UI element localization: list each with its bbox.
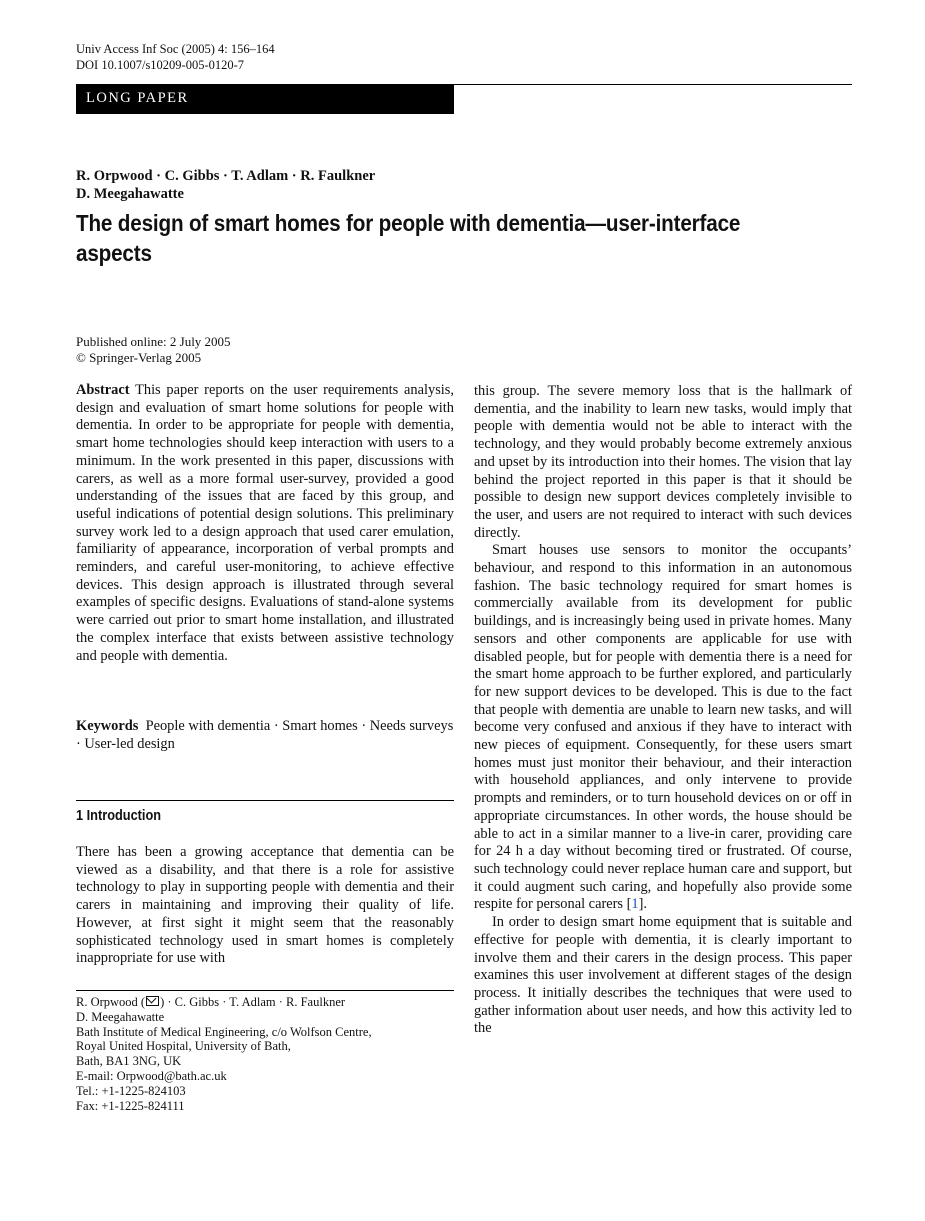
copyright-line: © Springer-Verlag 2005 xyxy=(76,350,202,365)
abstract-text: This paper reports on the user requirements analysis, design and evaluation of smart home solutions for people with dementia. In order to be appropriate for people with dementia, smart home technologies should keep interaction with users to a minimum. In the work presented in this paper, discussions with carers, as well as a more formal user-survey, provided a good understanding of the issues that are faced by this group, and useful indications of potential design solutions. This preliminary survey work led to a design approach that used carer emulation, familiarity of appearance, incorporation of verbal prompts and reminders, and careful user-monitoring, to achieve effective devices. This design approach is illustrated through several examples of specific designs. Evaluations of stand-alone systems were carried out prior to smart home installation, and illustrated the complex interface that exists between assistive technology and people with dementia. xyxy=(76,382,454,664)
article-type-label: LONG PAPER xyxy=(86,90,189,106)
body-paragraph-2 xyxy=(474,542,852,914)
section-divider xyxy=(76,800,454,801)
published-date: Published online: 2 July 2005 xyxy=(76,334,231,349)
contact-author-a: R. Orpwood ( xyxy=(76,995,146,1009)
header-rule xyxy=(454,84,852,85)
journal-citation xyxy=(76,41,275,73)
contact-tel: Tel.: +1-1225-824103 xyxy=(76,1083,186,1098)
keywords-label: Keywords xyxy=(76,718,139,734)
body-paragraph-1: this group. The severe memory loss that is the hallmark of dementia, and the inability to learn new tasks, would imply that people with dementia would not be able to interact with the technology, and they would probably become extremely anxious and upset by its introduction into their homes. The vision that lay behind the project reported in this paper is that it should be possible to design new support devices completely invisible to the user, and users are not required to interact with such devices directly. xyxy=(474,383,852,541)
right-column xyxy=(474,383,852,1038)
author-contact xyxy=(76,995,372,1113)
author-list xyxy=(76,167,375,203)
keywords-section xyxy=(76,718,454,753)
body-paragraph-2-text: Smart houses use sensors to monitor the occupants’ behaviour, and respond to this information in an autonomous fashion. The basic technology required for smart homes is commercially available from its development for public buildings, and is increasingly being used in private homes. Many sensors and other components are applicable for use with disabled people, but for people with dementia there is a need for the smart home approach to be further explored, and particularly for new support devices to be developed. This is due to the fact that people with dementia are unable to learn new tasks, and will become very confused and anxious if they have to interact with new pieces of equipment. Consequently, for these users smart homes must just monitor their behaviour, and their interaction with household appliances, and only intervene to provide prompts and reminders, or to turn household devices on or off in appropriate circumstances. In other words, the house should be able to act in a similar manner to a live-in carer, providing care for 24 h a day without becoming tired or frustrated. Of course, such technology could never replace human care and support, but it could augment such caring, and hopefully also provide some respite for personal carers [ xyxy=(474,542,852,913)
section-heading: 1 Introduction xyxy=(76,808,162,824)
contact-name-2: D. Meegahawatte xyxy=(76,1009,165,1024)
contact-institution-2: Royal United Hospital, University of Bath, xyxy=(76,1039,291,1054)
journal-citation-line: Univ Access Inf Soc (2005) 4: 156–164 xyxy=(76,42,275,56)
article-type-banner xyxy=(76,84,454,114)
author-line-2: D. Meegahawatte xyxy=(76,186,184,202)
doi-line: DOI 10.1007/s10209-005-0120-7 xyxy=(76,58,245,72)
abstract-section xyxy=(76,382,454,665)
contact-authors xyxy=(76,995,372,1010)
contact-fax: Fax: +1-1225-824111 xyxy=(76,1098,185,1113)
contact-institution-1: Bath Institute of Medical Engineering, c/o Wolfson Centre, xyxy=(76,1024,372,1039)
introduction-paragraph: There has been a growing acceptance that dementia can be viewed as a disability, and that there is a role for assistive technology to play in supporting people with dementia and their carers in maintaining and improving their quality of life. However, at first sight it might seem that the reasonably sophisticated technology used in smart homes is completely inappropriate for use with xyxy=(76,844,454,967)
publication-info xyxy=(76,334,231,366)
body-paragraph-3: In order to design smart home equipment that is suitable and effective for people with dementia, it is clearly important to involve them and their carers in the design process. This paper examines this user involvement at different stages of the design process. It initially describes the techniques that were used to gather information about user needs, and how this activity led to the xyxy=(474,914,852,1037)
contact-author-b: ) · C. Gibbs · T. Adlam · R. Faulkner xyxy=(160,995,346,1009)
keywords-text: People with dementia · Smart homes · Needs surveys · User-led design xyxy=(76,718,454,752)
envelope-icon xyxy=(146,996,159,1006)
author-line-1: R. Orpwood · C. Gibbs · T. Adlam · R. Faulkner xyxy=(76,168,376,184)
body-paragraph-2-end: ]. xyxy=(638,896,648,913)
contact-city: Bath, BA1 3NG, UK xyxy=(76,1054,182,1069)
paper-title: The design of smart homes for people with dementia—user-interface aspects xyxy=(76,210,741,266)
abstract-paragraph xyxy=(76,382,454,665)
abstract-label: Abstract xyxy=(76,382,130,398)
citation-link[interactable]: 1 xyxy=(631,896,639,913)
contact-email[interactable]: E-mail: Orpwood@bath.ac.uk xyxy=(76,1068,227,1083)
footnote-divider xyxy=(76,990,454,991)
